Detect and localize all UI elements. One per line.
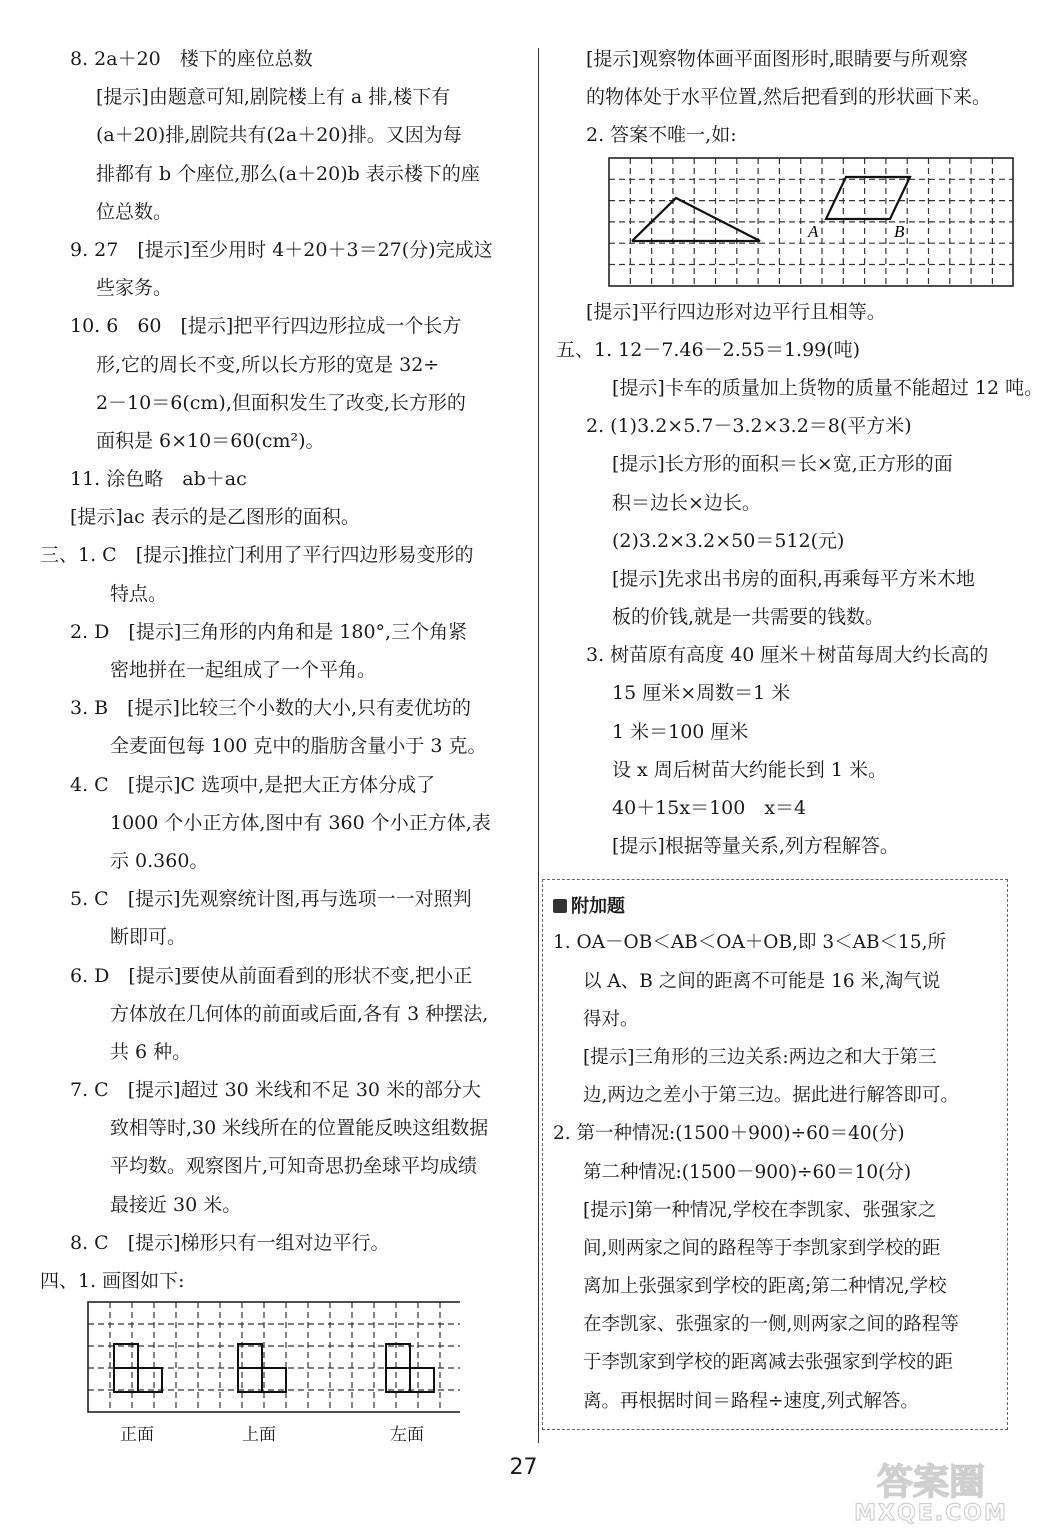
- bonus-line: [提示]第一种情况,学校在李凯家、张强家之: [583, 1199, 937, 1221]
- answer-line: 位总数。: [96, 200, 173, 223]
- answer-line: [提示]长方形的面积＝长×宽,正方形的面: [612, 453, 953, 476]
- answer-line: 7. C [提示]超过 30 米线和不足 30 米的部分大: [70, 1079, 482, 1102]
- bonus-line: 于李凯家到学校的距离减去张强家到学校的距: [583, 1352, 954, 1374]
- bonus-line: 第二种情况:(1500－900)÷60＝10(分): [583, 1161, 912, 1183]
- bonus-title: [553, 890, 999, 924]
- answer-line: [提示]平行四边形对边平行且相等。: [586, 300, 886, 323]
- view-label-top: 上面: [242, 1425, 276, 1446]
- answer-line: [提示]ac 表示的是乙图形的面积。: [70, 506, 360, 529]
- answer-line: 断即可。: [110, 926, 187, 949]
- bonus-line: 以 A、B 之间的距离不可能是 16 米,淘气说: [583, 970, 941, 992]
- view-square: [138, 1368, 162, 1392]
- answer-line: 示 0.360。: [110, 849, 209, 872]
- answer-line: 平均数。观察图片,可知奇思扔垒球平均成绩: [110, 1155, 478, 1178]
- view-square: [410, 1368, 434, 1392]
- answer-line: 2－10＝6(cm),但面积发生了改变,长方形的: [96, 391, 466, 414]
- answer-line: 四、1. 画图如下:: [40, 1270, 185, 1292]
- view-square: [114, 1344, 138, 1368]
- answer-line: 些家务。: [96, 277, 173, 300]
- bonus-section: [542, 879, 1008, 1429]
- svg-text:答案圈: 答案圈: [876, 1462, 986, 1503]
- answer-line: 特点。: [110, 582, 168, 605]
- bonus-line: 2. 第一种情况:(1500＋900)÷60＝40(分): [553, 1123, 905, 1145]
- left-column: [40, 40, 530, 1452]
- point-a-label: A: [808, 221, 819, 241]
- bonus-line: 在李凯家、张强家的一侧,则两家之间的路程等: [583, 1314, 959, 1336]
- answer-line: 五、1. 12－7.46－2.55＝1.99(吨): [556, 338, 861, 361]
- bonus-line: [提示]三角形的三边关系:两边之和大于第三: [583, 1046, 937, 1068]
- bonus-line: 离。再根据时间＝路程÷速度,列式解答。: [583, 1390, 919, 1412]
- answer-line: 2. D [提示]三角形的内角和是 180°,三个角紧: [70, 620, 468, 643]
- left-text-lines: [40, 40, 530, 1300]
- answer-line: [提示]卡车的质量加上货物的质量不能超过 12 吨。: [612, 376, 1044, 399]
- answer-line: 15 厘米×周数＝1 米: [612, 682, 791, 705]
- bonus-line: 间,则两家之间的路程等于李凯家到学校的距: [583, 1237, 941, 1259]
- answer-line: 积＝边长×边长。: [612, 491, 761, 514]
- answer-line: 10. 6 60 [提示]把平行四边形拉成一个长方: [70, 315, 462, 338]
- answer-line: 全麦面包每 100 克中的脂肪含量小于 3 克。: [110, 735, 487, 758]
- answer-line: [提示]根据等量关系,列方程解答。: [612, 835, 899, 858]
- answer-line: 8. C [提示]梯形只有一组对边平行。: [70, 1231, 390, 1254]
- answer-line: 最接近 30 米。: [110, 1193, 242, 1216]
- bonus-text-lines: [553, 924, 999, 1420]
- answer-line: 6. D [提示]要使从前面看到的形状不变,把小正: [70, 964, 473, 987]
- svg-text:MXQE.COM: MXQE.COM: [854, 1501, 1008, 1524]
- answer-line: 40＋15x＝100 x＝4: [612, 797, 807, 819]
- view-square: [386, 1344, 410, 1368]
- answer-line: 面积是 6×10＝60(cm²)。: [96, 429, 325, 452]
- answer-line: 1000 个小正方体,图中有 360 个小正方体,表: [110, 811, 491, 834]
- answer-line: 形,它的周长不变,所以长方形的宽是 32÷: [96, 353, 440, 376]
- answer-line: 9. 27 [提示]至少用时 4＋20＋3＝27(分)完成这: [70, 238, 493, 261]
- answer-line: [提示]观察物体画平面图形时,眼睛要与所观察: [586, 48, 968, 70]
- right-top-text: [556, 40, 1026, 155]
- answer-line: 密地拼在一起组成了一个平角。: [110, 659, 377, 681]
- column-divider: [538, 48, 539, 1443]
- view-square: [238, 1368, 262, 1392]
- answer-line: (2)3.2×3.2×50＝512(元): [612, 529, 845, 552]
- answer-line: 板的价钱,就是一共需要的钱数。: [612, 606, 885, 629]
- three-views-grid: [40, 1300, 460, 1418]
- drawing-grid: [608, 157, 1018, 289]
- view-label-left: 左面: [390, 1425, 424, 1446]
- answer-line: 3. 树苗原有高度 40 厘米＋树苗每周大约长高的: [586, 644, 989, 667]
- answer-line: 致相等时,30 米线所在的位置能反映这组数据: [110, 1117, 489, 1140]
- watermark-logo: [831, 1454, 1031, 1524]
- view-square: [262, 1368, 286, 1392]
- answer-line: 共 6 种。: [110, 1040, 192, 1063]
- answer-line: 5. C [提示]先观察统计图,再与选项一一对照判: [70, 888, 472, 911]
- bonus-line: 边,两边之差小于第三边。据此进行解答即可。: [583, 1085, 959, 1107]
- triangle-parallelogram-figure: [556, 157, 1026, 289]
- answer-line: 排都有 b 个座位,那么(a＋20)b 表示楼下的座: [96, 162, 480, 185]
- view-label-front: 正面: [120, 1425, 154, 1446]
- answer-line: 8. 2a＋20 楼下的座位总数: [70, 48, 313, 70]
- answer-line: 4. C [提示]C 选项中,是把大正方体分成了: [70, 773, 436, 796]
- answer-line: 2. 答案不唯一,如:: [586, 124, 737, 147]
- answer-line: 的物体处于水平位置,然后把看到的形状画下来。: [586, 86, 992, 109]
- answer-line: 方体放在几何体的前面或后面,各有 3 种摆法,: [110, 1002, 489, 1025]
- right-mid-text: [556, 293, 1044, 866]
- answer-line: [提示]先求出书房的面积,再乘每平方米木地: [612, 567, 975, 590]
- parallelogram-shape: [826, 177, 910, 219]
- page-number: 27: [509, 1455, 538, 1480]
- view-square: [114, 1368, 138, 1392]
- answer-line: 3. B [提示]比较三个小数的大小,只有麦优坊的: [70, 697, 471, 720]
- bonus-line: 离加上张强家到学校的距离;第二种情况,学校: [583, 1276, 947, 1298]
- bonus-book-icon: [553, 899, 567, 913]
- bonus-line: 得对。: [583, 1008, 639, 1030]
- point-b-label: B: [894, 221, 905, 241]
- answer-line: 设 x 周后树苗大约能长到 1 米。: [612, 758, 887, 781]
- answer-line: (a＋20)排,剧院共有(2a＋20)排。又因为每: [96, 124, 462, 147]
- answer-line: 1 米＝100 厘米: [612, 720, 749, 743]
- answer-line: 2. (1)3.2×5.7－3.2×3.2＝8(平方米): [586, 415, 912, 438]
- bonus-title-text: 附加题: [571, 896, 625, 918]
- answer-line: [提示]由题意可知,剧院楼上有 a 排,楼下有: [96, 86, 451, 109]
- right-column: [553, 40, 1044, 1430]
- bonus-line: 1. OA－OB＜AB＜OA＋OB,即 3＜AB＜15,所: [553, 932, 946, 954]
- three-views-figure: [40, 1300, 530, 1452]
- view-square: [386, 1368, 410, 1392]
- answer-line: 11. 涂色略 ab＋ac: [70, 468, 247, 491]
- answer-line: 三、1. C [提示]推拉门利用了平行四边形易变形的: [40, 544, 474, 567]
